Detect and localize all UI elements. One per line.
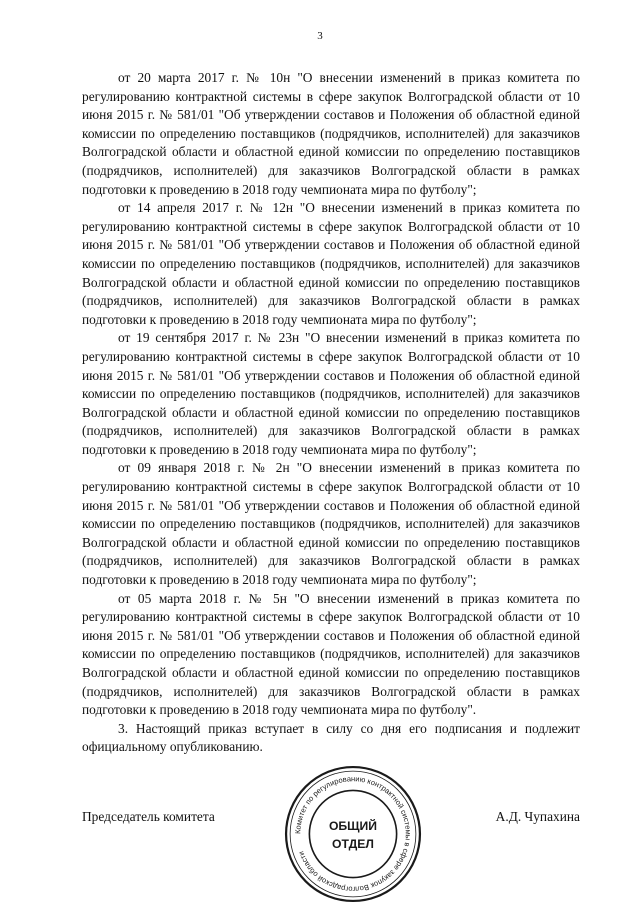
paragraph-order-10n: от 20 марта 2017 г. № 10н "О внесении изменений в приказ комитета по регулированию контрактной системы в сфере закупок Волгоградской области от 10 июня 2015 г. № 581/01 "Об утверждении составов и Положения об областной единой комиссии по определению поставщиков (подрядчиков, исполнителей) для заказчиков Волгоградской области и областной единой комиссии по определению поставщиков (подрядчиков, исполнителей) для заказчиков Волгоградской области в рамках подготовки к проведению в 2018 году чемпионата мира по футболу"; [82,70,580,197]
stamp-ring-text: Комитет по регулированию контрактной системы в сфере закупок Волгоградской области [293,774,413,894]
paragraph-order-12n: от 14 апреля 2017 г. № 12н "О внесении изменений в приказ комитета по регулированию контрактной системы в сфере закупок Волгоградской области от 10 июня 2015 г. № 581/01 "Об утверждении составов и Положения об областной единой комиссии по определению поставщиков (подрядчиков, исполнителей) для заказчиков Волгоградской области и областной единой комиссии по определению поставщиков (подрядчиков, исполнителей) для заказчиков Волгоградской области в рамках подготовки к проведению в 2018 году чемпионата мира по футболу"; [82,200,580,327]
stamp-line-2: ОТДЕЛ [332,837,374,852]
official-stamp [282,763,424,905]
stamp-seal-icon [282,763,424,905]
paragraph-order-2n: от 09 января 2018 г. № 2н "О внесении изменений в приказ комитета по регулированию контрактной системы в сфере закупок Волгоградской области от 10 июня 2015 г. № 581/01 "Об утверждении составов и Положения об областной единой комиссии по определению поставщиков (подрядчиков, исполнителей) для заказчиков Волгоградской области и областной единой комиссии по определению поставщиков (подрядчиков, исполнителей) для заказчиков Волгоградской области в рамках подготовки к проведению в 2018 году чемпионата мира по футболу"; [82,460,580,588]
stamp-outer-ring [286,767,420,901]
signatory-role: Председатель комитета [82,809,215,824]
stamp-line-1: ОБЩИЙ [328,818,378,833]
paragraph-effective-date: 3. Настоящий приказ вступает в силу со дня его подписания и подлежит официальному опубликованию. [82,720,580,755]
stamp-inner-ring [309,790,396,877]
page-number: 3 [317,30,323,42]
signatory-name: А.Д. Чупахина [495,809,580,824]
document-body [82,69,580,757]
paragraph-order-23n: от 19 сентября 2017 г. № 23н "О внесении изменений в приказ комитета по регулированию контрактной системы в сфере закупок Волгоградской области от 10 июня 2015 г. № 581/01 "Об утверждении составов и Положения об областной единой комиссии по определению поставщиков (подрядчиков, исполнителей) для заказчиков Волгоградской области и областной единой комиссии по определению поставщиков (подрядчиков, исполнителей) для заказчиков Волгоградской области в рамках подготовки к проведению в 2018 году чемпионата мира по футболу"; [82,330,580,457]
paragraph-order-5n: от 05 марта 2018 г. № 5н "О внесении изменений в приказ комитета по регулированию контрактной системы в сфере закупок Волгоградской области от 10 июня 2015 г. № 581/01 "Об утверждении составов и Положения об областной единой комиссии по определению поставщиков (подрядчиков, исполнителей) для заказчиков Волгоградской области и областной единой комиссии по определению поставщиков (подрядчиков, исполнителей) для заказчиков Волгоградской области в рамках подготовки к проведению в 2018 году чемпионата мира по футболу". [82,590,580,718]
